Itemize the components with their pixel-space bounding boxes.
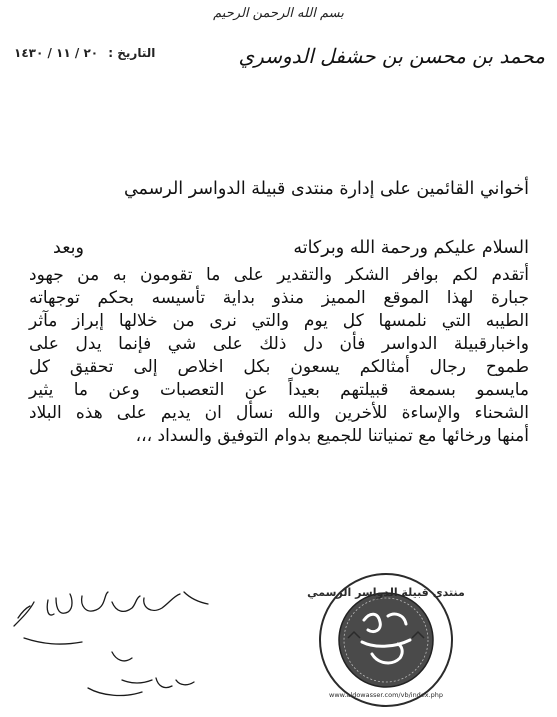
recipient-line: أخواني القائمين على إدارة منتدى قبيلة الدواسر الرسمي [123, 179, 529, 199]
date-value: ٢٠ / ١١ / ١٤٣٠ [14, 46, 99, 60]
greeting-wabaad: وبعد [53, 238, 84, 258]
body-line: أتقدم لكم بوافر الشكر والتقدير على ما تقومون به من جهود [29, 265, 529, 285]
body-line: طموح رجال أمثالكم يسعون بكل اخلاص إلى تحقيق كل [29, 357, 529, 377]
greeting-salutation: السلام عليكم ورحمة الله وبركاته [293, 238, 529, 258]
seal-url: www.aldowasser.com/vb/index.php [329, 691, 443, 699]
basmala-header: بسم الله الرحمن الرحيم [213, 6, 344, 21]
date-label: التاريخ : [108, 46, 156, 60]
letter-body [29, 264, 529, 448]
body-line: جبارة لهذا الموقع المميز منذو بداية تأسيسه بحكم توجهاته [29, 288, 529, 308]
body-line: أمنها ورخائها مع تمنياتنا للجميع بدوام التوفيق والسداد ،،، [135, 426, 529, 446]
handwritten-signature [12, 588, 212, 713]
body-line: الطيبه التي نلمسها كل يوم والتي نرى من خلالها إبراز مآثر [29, 311, 529, 331]
body-line: مايسمو بسمعة قبيلتهم بعيداً عن التعصبات وعن ما يثير [29, 380, 529, 400]
body-line: واخبارقبيلة الدواسر فأن دل ذلك على شي فإنما يدل على [29, 334, 529, 354]
tribal-seal-icon [307, 572, 465, 708]
body-line: الشحناء والإساءة للأخرين والله نسأل ان يديم على هذه البلاد [29, 403, 529, 423]
seal-ring-text: منتدى قبيلة الدواسر الرسمي [307, 586, 465, 599]
sender-name: محمد بن محسن بن حشفل الدوسري [238, 44, 545, 68]
letter-date [14, 46, 155, 60]
